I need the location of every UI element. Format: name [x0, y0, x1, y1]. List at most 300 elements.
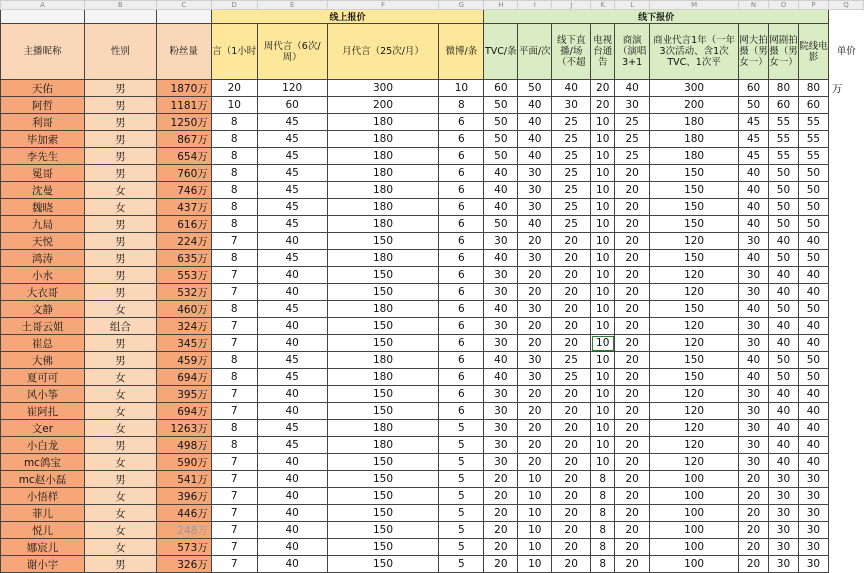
cell-monthly-endorsement[interactable]: 150 [327, 403, 439, 420]
cell-web-drama[interactable]: 40 [769, 267, 799, 284]
cell-web-drama[interactable]: 40 [769, 420, 799, 437]
cell-web-movie[interactable]: 50 [739, 97, 769, 114]
group-blank-cell[interactable] [156, 10, 211, 24]
cell-anchor-name[interactable]: 文静 [1, 301, 85, 318]
cell-cinema-film[interactable]: 40 [798, 318, 828, 335]
cell-gender[interactable]: 女 [84, 386, 156, 403]
cell-offline-live[interactable]: 20 [552, 556, 591, 573]
cell-anchor-name[interactable]: 崔阿扎 [1, 403, 85, 420]
cell-gender[interactable]: 男 [84, 250, 156, 267]
cell-anchor-name[interactable]: 沈曼 [1, 182, 85, 199]
cell-tvc[interactable]: 30 [484, 318, 518, 335]
cell-annual-endorsement[interactable]: 150 [650, 369, 739, 386]
cell-hourly-endorsement[interactable]: 10 [211, 97, 257, 114]
cell-cinema-film[interactable]: 30 [798, 539, 828, 556]
cell-cinema-film[interactable]: 80 [798, 80, 828, 97]
cell-anchor-name[interactable]: 天佑 [1, 80, 85, 97]
cell-hourly-endorsement[interactable]: 20 [211, 80, 257, 97]
cell-tvc[interactable]: 20 [484, 505, 518, 522]
cell-hourly-endorsement[interactable]: 7 [211, 335, 257, 352]
column-letter[interactable]: Q [828, 1, 863, 10]
cell-offline-live[interactable]: 20 [552, 233, 591, 250]
cell-web-drama[interactable]: 40 [769, 386, 799, 403]
cell-gender[interactable]: 女 [84, 522, 156, 539]
cell-fans[interactable]: 553万 [156, 267, 211, 284]
cell-weekly-endorsement[interactable]: 40 [257, 556, 327, 573]
cell-offline-live[interactable]: 20 [552, 318, 591, 335]
cell-offline-live[interactable]: 40 [552, 80, 591, 97]
cell-web-movie[interactable]: 45 [739, 148, 769, 165]
cell-tvc[interactable]: 30 [484, 284, 518, 301]
cell-annual-endorsement[interactable]: 100 [650, 522, 739, 539]
cell-monthly-endorsement[interactable]: 150 [327, 335, 439, 352]
cell-web-movie[interactable]: 40 [739, 369, 769, 386]
cell-fans[interactable]: 635万 [156, 250, 211, 267]
cell-weibo-post[interactable]: 5 [439, 454, 484, 471]
cell-commercial-show[interactable]: 20 [615, 182, 650, 199]
cell-tv-notice[interactable]: 20 [591, 97, 615, 114]
cell-weekly-endorsement[interactable]: 40 [257, 284, 327, 301]
cell-offline-live[interactable]: 20 [552, 454, 591, 471]
cell-monthly-endorsement[interactable]: 200 [327, 97, 439, 114]
column-letter[interactable]: J [552, 1, 591, 10]
cell-weekly-endorsement[interactable]: 45 [257, 148, 327, 165]
cell-commercial-show[interactable]: 20 [615, 505, 650, 522]
cell-tvc[interactable]: 30 [484, 454, 518, 471]
cell-weekly-endorsement[interactable]: 40 [257, 335, 327, 352]
cell-monthly-endorsement[interactable]: 150 [327, 284, 439, 301]
cell-gender[interactable]: 男 [84, 165, 156, 182]
group-blank-cell[interactable] [828, 10, 863, 24]
cell-offline-live[interactable]: 25 [552, 199, 591, 216]
cell-tv-notice[interactable]: 10 [591, 114, 615, 131]
cell-hourly-endorsement[interactable]: 8 [211, 114, 257, 131]
cell-offline-live[interactable]: 20 [552, 471, 591, 488]
cell-commercial-show[interactable]: 20 [615, 369, 650, 386]
cell-cinema-film[interactable]: 50 [798, 182, 828, 199]
cell-cinema-film[interactable]: 30 [798, 471, 828, 488]
cell-unit-price[interactable] [828, 267, 863, 284]
cell-monthly-endorsement[interactable]: 180 [327, 420, 439, 437]
column-letter[interactable]: I [518, 1, 552, 10]
cell-monthly-endorsement[interactable]: 180 [327, 148, 439, 165]
cell-fans[interactable]: 224万 [156, 233, 211, 250]
cell-cinema-film[interactable]: 40 [798, 335, 828, 352]
cell-web-drama[interactable]: 50 [769, 216, 799, 233]
cell-web-movie[interactable]: 30 [739, 233, 769, 250]
cell-fans[interactable]: 694万 [156, 403, 211, 420]
cell-unit-price[interactable] [828, 97, 863, 114]
cell-weibo-post[interactable]: 6 [439, 216, 484, 233]
cell-print[interactable]: 40 [518, 216, 552, 233]
cell-gender[interactable]: 男 [84, 80, 156, 97]
cell-annual-endorsement[interactable]: 180 [650, 131, 739, 148]
cell-offline-live[interactable]: 30 [552, 97, 591, 114]
cell-cinema-film[interactable]: 40 [798, 454, 828, 471]
group-blank-cell[interactable] [1, 10, 85, 24]
cell-tv-notice[interactable]: 10 [591, 403, 615, 420]
cell-unit-price[interactable] [828, 522, 863, 539]
cell-fans[interactable]: 437万 [156, 199, 211, 216]
cell-weekly-endorsement[interactable]: 40 [257, 539, 327, 556]
cell-tvc[interactable]: 30 [484, 267, 518, 284]
cell-weekly-endorsement[interactable]: 45 [257, 250, 327, 267]
cell-hourly-endorsement[interactable]: 8 [211, 216, 257, 233]
cell-cinema-film[interactable]: 40 [798, 403, 828, 420]
cell-commercial-show[interactable]: 20 [615, 199, 650, 216]
cell-anchor-name[interactable]: 毕加索 [1, 131, 85, 148]
cell-unit-price[interactable] [828, 420, 863, 437]
cell-gender[interactable]: 女 [84, 182, 156, 199]
cell-cinema-film[interactable]: 55 [798, 148, 828, 165]
cell-commercial-show[interactable]: 30 [615, 97, 650, 114]
cell-web-movie[interactable]: 20 [739, 488, 769, 505]
cell-cinema-film[interactable]: 50 [798, 352, 828, 369]
cell-offline-live[interactable]: 20 [552, 539, 591, 556]
cell-hourly-endorsement[interactable]: 7 [211, 505, 257, 522]
cell-web-movie[interactable]: 20 [739, 522, 769, 539]
cell-annual-endorsement[interactable]: 120 [650, 267, 739, 284]
cell-annual-endorsement[interactable]: 100 [650, 539, 739, 556]
cell-unit-price[interactable] [828, 386, 863, 403]
cell-weekly-endorsement[interactable]: 40 [257, 522, 327, 539]
cell-commercial-show[interactable]: 20 [615, 471, 650, 488]
cell-print[interactable]: 20 [518, 233, 552, 250]
cell-offline-live[interactable]: 25 [552, 131, 591, 148]
cell-tvc[interactable]: 50 [484, 131, 518, 148]
cell-unit-price[interactable] [828, 505, 863, 522]
cell-web-movie[interactable]: 20 [739, 556, 769, 573]
cell-fans[interactable]: 541万 [156, 471, 211, 488]
cell-monthly-endorsement[interactable]: 180 [327, 352, 439, 369]
cell-offline-live[interactable]: 20 [552, 488, 591, 505]
cell-offline-live[interactable]: 25 [552, 182, 591, 199]
cell-offline-live[interactable]: 20 [552, 403, 591, 420]
cell-weibo-post[interactable]: 6 [439, 250, 484, 267]
cell-anchor-name[interactable]: mc鸽宝 [1, 454, 85, 471]
cell-commercial-show[interactable]: 25 [615, 148, 650, 165]
cell-weibo-post[interactable]: 6 [439, 148, 484, 165]
cell-weekly-endorsement[interactable]: 45 [257, 369, 327, 386]
cell-weibo-post[interactable]: 6 [439, 199, 484, 216]
cell-cinema-film[interactable]: 50 [798, 199, 828, 216]
cell-monthly-endorsement[interactable]: 150 [327, 454, 439, 471]
header-tvc[interactable]: TVC/条 [484, 24, 518, 80]
cell-gender[interactable]: 男 [84, 335, 156, 352]
cell-tv-notice[interactable]: 8 [591, 488, 615, 505]
cell-hourly-endorsement[interactable]: 8 [211, 352, 257, 369]
offline-price-group[interactable]: 线下报价 [484, 10, 829, 24]
cell-web-movie[interactable]: 40 [739, 199, 769, 216]
cell-web-movie[interactable]: 40 [739, 352, 769, 369]
cell-gender[interactable]: 男 [84, 148, 156, 165]
cell-hourly-endorsement[interactable]: 7 [211, 267, 257, 284]
cell-monthly-endorsement[interactable]: 180 [327, 250, 439, 267]
cell-unit-price[interactable] [828, 369, 863, 386]
cell-annual-endorsement[interactable]: 150 [650, 182, 739, 199]
cell-cinema-film[interactable]: 40 [798, 284, 828, 301]
cell-tvc[interactable]: 50 [484, 216, 518, 233]
cell-hourly-endorsement[interactable]: 8 [211, 131, 257, 148]
cell-offline-live[interactable]: 25 [552, 148, 591, 165]
header-web-drama[interactable]: 网剧拍摄（男女一） [769, 24, 799, 80]
cell-web-movie[interactable]: 45 [739, 114, 769, 131]
cell-offline-live[interactable]: 25 [552, 114, 591, 131]
header-anchor-name[interactable]: 主播昵称 [1, 24, 85, 80]
column-letter[interactable]: N [739, 1, 769, 10]
cell-offline-live[interactable]: 25 [552, 165, 591, 182]
cell-weekly-endorsement[interactable]: 45 [257, 165, 327, 182]
cell-cinema-film[interactable]: 55 [798, 131, 828, 148]
cell-commercial-show[interactable]: 25 [615, 114, 650, 131]
cell-anchor-name[interactable]: 悦儿 [1, 522, 85, 539]
cell-tvc[interactable]: 30 [484, 437, 518, 454]
cell-anchor-name[interactable]: 阿哲 [1, 97, 85, 114]
cell-print[interactable]: 10 [518, 505, 552, 522]
cell-annual-endorsement[interactable]: 180 [650, 114, 739, 131]
cell-fans[interactable]: 616万 [156, 216, 211, 233]
cell-weibo-post[interactable]: 6 [439, 386, 484, 403]
cell-print[interactable]: 40 [518, 131, 552, 148]
cell-tvc[interactable]: 40 [484, 250, 518, 267]
cell-fans[interactable]: 248万 [156, 522, 211, 539]
cell-tv-notice[interactable]: 8 [591, 471, 615, 488]
cell-fans[interactable]: 1263万 [156, 420, 211, 437]
cell-cinema-film[interactable]: 30 [798, 488, 828, 505]
cell-tv-notice[interactable]: 10 [591, 216, 615, 233]
cell-web-drama[interactable]: 40 [769, 403, 799, 420]
cell-tv-notice[interactable]: 10 [591, 199, 615, 216]
header-monthly-endorsement[interactable]: 月代言（25次/月） [327, 24, 439, 80]
cell-gender[interactable]: 女 [84, 505, 156, 522]
cell-hourly-endorsement[interactable]: 7 [211, 386, 257, 403]
cell-tvc[interactable]: 20 [484, 539, 518, 556]
header-weekly-endorsement[interactable]: 周代言（6次/周） [257, 24, 327, 80]
cell-monthly-endorsement[interactable]: 180 [327, 216, 439, 233]
cell-print[interactable]: 20 [518, 420, 552, 437]
cell-fans[interactable]: 760万 [156, 165, 211, 182]
header-fans[interactable]: 粉丝量 [156, 24, 211, 80]
cell-tv-notice[interactable]: 10 [591, 250, 615, 267]
cell-annual-endorsement[interactable]: 120 [650, 335, 739, 352]
cell-fans[interactable]: 1181万 [156, 97, 211, 114]
cell-anchor-name[interactable]: 崔总 [1, 335, 85, 352]
cell-print[interactable]: 30 [518, 301, 552, 318]
cell-tv-notice[interactable]: 8 [591, 505, 615, 522]
cell-gender[interactable]: 男 [84, 437, 156, 454]
cell-fans[interactable]: 573万 [156, 539, 211, 556]
cell-commercial-show[interactable]: 20 [615, 301, 650, 318]
cell-weibo-post[interactable]: 5 [439, 420, 484, 437]
cell-anchor-name[interactable]: 谢小宇 [1, 556, 85, 573]
cell-weibo-post[interactable]: 5 [439, 556, 484, 573]
cell-weekly-endorsement[interactable]: 40 [257, 386, 327, 403]
column-letter[interactable]: L [615, 1, 650, 10]
cell-unit-price[interactable] [828, 318, 863, 335]
cell-fans[interactable]: 532万 [156, 284, 211, 301]
cell-gender[interactable]: 女 [84, 369, 156, 386]
cell-unit-price[interactable] [828, 250, 863, 267]
cell-unit-price[interactable] [828, 233, 863, 250]
cell-offline-live[interactable]: 20 [552, 284, 591, 301]
cell-commercial-show[interactable]: 20 [615, 437, 650, 454]
cell-web-drama[interactable]: 40 [769, 454, 799, 471]
cell-tv-notice[interactable]: 10 [591, 165, 615, 182]
cell-gender[interactable]: 男 [84, 131, 156, 148]
header-unit-price[interactable]: 单价 [828, 24, 863, 80]
cell-tvc[interactable]: 20 [484, 488, 518, 505]
column-letter[interactable]: M [650, 1, 739, 10]
cell-tv-notice[interactable]: 10 [591, 301, 615, 318]
cell-print[interactable]: 40 [518, 148, 552, 165]
cell-gender[interactable]: 男 [84, 352, 156, 369]
cell-commercial-show[interactable]: 20 [615, 165, 650, 182]
cell-hourly-endorsement[interactable]: 7 [211, 539, 257, 556]
cell-tv-notice[interactable]: 10 [591, 335, 615, 352]
cell-offline-live[interactable]: 25 [552, 369, 591, 386]
cell-weibo-post[interactable]: 6 [439, 301, 484, 318]
cell-anchor-name[interactable]: 土哥云姐 [1, 318, 85, 335]
cell-web-movie[interactable]: 30 [739, 386, 769, 403]
cell-monthly-endorsement[interactable]: 180 [327, 199, 439, 216]
cell-print[interactable]: 20 [518, 454, 552, 471]
cell-monthly-endorsement[interactable]: 150 [327, 488, 439, 505]
cell-print[interactable]: 50 [518, 80, 552, 97]
header-commercial-show[interactable]: 商演（演唱3+1 [615, 24, 650, 80]
cell-web-drama[interactable]: 30 [769, 522, 799, 539]
cell-print[interactable]: 20 [518, 318, 552, 335]
cell-print[interactable]: 30 [518, 352, 552, 369]
header-offline-live[interactable]: 线下直播/场（不超 [552, 24, 591, 80]
cell-gender[interactable]: 女 [84, 199, 156, 216]
cell-print[interactable]: 30 [518, 369, 552, 386]
cell-weibo-post[interactable]: 6 [439, 182, 484, 199]
cell-commercial-show[interactable]: 20 [615, 454, 650, 471]
cell-annual-endorsement[interactable]: 150 [650, 199, 739, 216]
cell-web-drama[interactable]: 55 [769, 148, 799, 165]
cell-print[interactable]: 20 [518, 386, 552, 403]
cell-hourly-endorsement[interactable]: 8 [211, 182, 257, 199]
cell-anchor-name[interactable]: 魏晓 [1, 199, 85, 216]
cell-unit-price[interactable] [828, 454, 863, 471]
cell-gender[interactable]: 女 [84, 539, 156, 556]
cell-web-drama[interactable]: 55 [769, 114, 799, 131]
cell-annual-endorsement[interactable]: 120 [650, 284, 739, 301]
cell-monthly-endorsement[interactable]: 150 [327, 505, 439, 522]
cell-weibo-post[interactable]: 8 [439, 97, 484, 114]
cell-annual-endorsement[interactable]: 150 [650, 352, 739, 369]
header-cinema-film[interactable]: 院线电影 [798, 24, 828, 80]
cell-unit-price[interactable] [828, 403, 863, 420]
cell-unit-price[interactable] [828, 182, 863, 199]
cell-anchor-name[interactable]: 夏可可 [1, 369, 85, 386]
cell-fans[interactable]: 694万 [156, 369, 211, 386]
cell-gender[interactable]: 女 [84, 488, 156, 505]
cell-annual-endorsement[interactable]: 120 [650, 318, 739, 335]
cell-fans[interactable]: 654万 [156, 148, 211, 165]
cell-web-movie[interactable]: 40 [739, 301, 769, 318]
cell-weekly-endorsement[interactable]: 45 [257, 216, 327, 233]
cell-monthly-endorsement[interactable]: 150 [327, 267, 439, 284]
cell-weibo-post[interactable]: 5 [439, 539, 484, 556]
cell-fans[interactable]: 1250万 [156, 114, 211, 131]
cell-gender[interactable]: 组合 [84, 318, 156, 335]
cell-tv-notice[interactable]: 20 [591, 80, 615, 97]
cell-weibo-post[interactable]: 5 [439, 505, 484, 522]
cell-web-drama[interactable]: 30 [769, 539, 799, 556]
cell-print[interactable]: 20 [518, 437, 552, 454]
cell-web-drama[interactable]: 50 [769, 369, 799, 386]
cell-cinema-film[interactable]: 40 [798, 267, 828, 284]
cell-offline-live[interactable]: 25 [552, 216, 591, 233]
cell-tvc[interactable]: 40 [484, 165, 518, 182]
cell-web-drama[interactable]: 50 [769, 301, 799, 318]
cell-gender[interactable]: 女 [84, 403, 156, 420]
cell-hourly-endorsement[interactable]: 7 [211, 403, 257, 420]
cell-unit-price[interactable] [828, 437, 863, 454]
cell-gender[interactable]: 男 [84, 471, 156, 488]
cell-tv-notice[interactable]: 10 [591, 386, 615, 403]
cell-commercial-show[interactable]: 20 [615, 420, 650, 437]
cell-weekly-endorsement[interactable]: 40 [257, 233, 327, 250]
cell-hourly-endorsement[interactable]: 8 [211, 437, 257, 454]
cell-weekly-endorsement[interactable]: 45 [257, 131, 327, 148]
cell-print[interactable]: 20 [518, 335, 552, 352]
cell-weekly-endorsement[interactable]: 45 [257, 301, 327, 318]
cell-tv-notice[interactable]: 10 [591, 454, 615, 471]
column-letter[interactable]: O [769, 1, 799, 10]
cell-print[interactable]: 20 [518, 403, 552, 420]
cell-annual-endorsement[interactable]: 200 [650, 97, 739, 114]
cell-unit-price[interactable] [828, 165, 863, 182]
cell-anchor-name[interactable]: 利哥 [1, 114, 85, 131]
cell-tv-notice[interactable]: 10 [591, 182, 615, 199]
cell-monthly-endorsement[interactable]: 150 [327, 233, 439, 250]
cell-offline-live[interactable]: 20 [552, 301, 591, 318]
cell-weibo-post[interactable]: 6 [439, 352, 484, 369]
cell-web-movie[interactable]: 30 [739, 437, 769, 454]
cell-unit-price[interactable] [828, 199, 863, 216]
cell-weibo-post[interactable]: 6 [439, 318, 484, 335]
cell-print[interactable]: 30 [518, 165, 552, 182]
cell-commercial-show[interactable]: 20 [615, 318, 650, 335]
cell-web-drama[interactable]: 40 [769, 318, 799, 335]
cell-tvc[interactable]: 40 [484, 301, 518, 318]
cell-offline-live[interactable]: 20 [552, 420, 591, 437]
cell-tv-notice[interactable]: 10 [591, 284, 615, 301]
cell-weekly-endorsement[interactable]: 45 [257, 182, 327, 199]
cell-annual-endorsement[interactable]: 120 [650, 454, 739, 471]
cell-fans[interactable]: 324万 [156, 318, 211, 335]
cell-offline-live[interactable]: 20 [552, 250, 591, 267]
cell-fans[interactable]: 395万 [156, 386, 211, 403]
cell-monthly-endorsement[interactable]: 180 [327, 437, 439, 454]
cell-tvc[interactable]: 50 [484, 97, 518, 114]
cell-web-movie[interactable]: 20 [739, 471, 769, 488]
cell-weekly-endorsement[interactable]: 45 [257, 352, 327, 369]
cell-commercial-show[interactable]: 20 [615, 403, 650, 420]
cell-weibo-post[interactable]: 6 [439, 369, 484, 386]
cell-weibo-post[interactable]: 5 [439, 437, 484, 454]
cell-tvc[interactable]: 30 [484, 335, 518, 352]
column-letter[interactable]: B [84, 1, 156, 10]
cell-annual-endorsement[interactable]: 120 [650, 437, 739, 454]
cell-print[interactable]: 40 [518, 97, 552, 114]
cell-gender[interactable]: 男 [84, 556, 156, 573]
cell-cinema-film[interactable]: 40 [798, 420, 828, 437]
cell-cinema-film[interactable]: 30 [798, 522, 828, 539]
cell-annual-endorsement[interactable]: 100 [650, 471, 739, 488]
